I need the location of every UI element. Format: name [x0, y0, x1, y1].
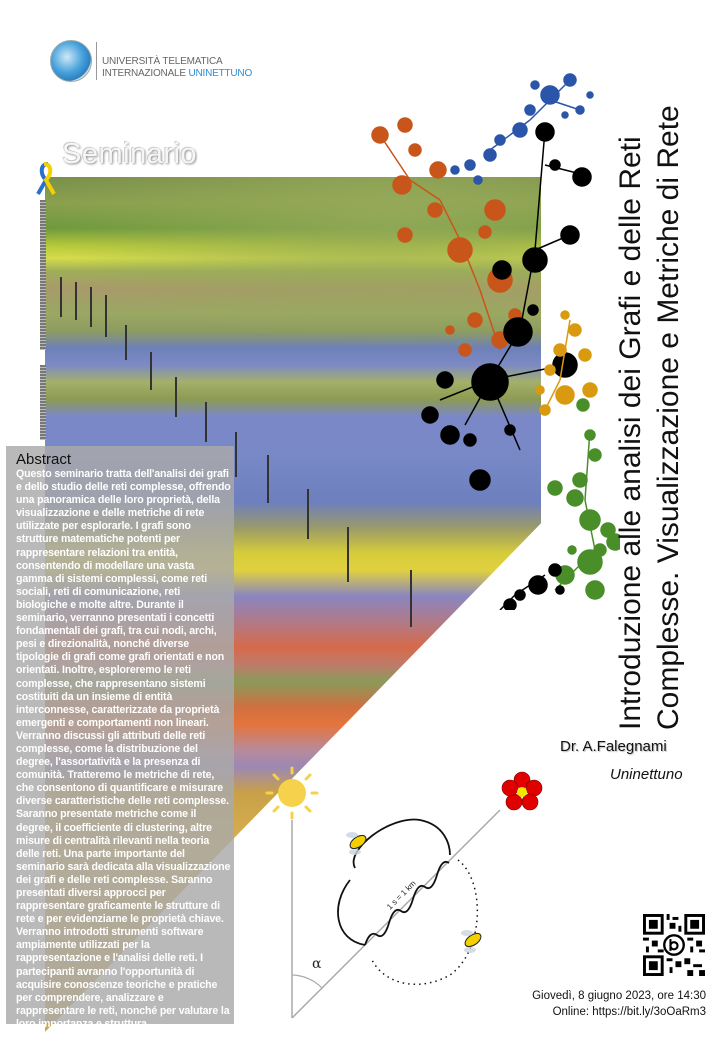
direction-line — [292, 810, 500, 1018]
seminar-title — [612, 40, 712, 730]
network-cluster-blue — [451, 74, 593, 184]
title-line-1: Introduzione alle analisi dei Grafi e delle Reti — [614, 136, 647, 730]
network-cluster-black — [422, 123, 591, 490]
abstract-panel — [6, 446, 234, 1030]
network-cluster-black-lower — [500, 564, 564, 610]
power-pole — [150, 352, 152, 390]
angle-label: α — [312, 956, 322, 972]
power-pole — [307, 489, 309, 539]
power-pole — [235, 432, 237, 477]
speaker-affiliation: Uninettuno — [610, 766, 683, 783]
logo-line-1: UNIVERSITÀ TELEMATICA — [102, 56, 223, 67]
power-pole — [125, 325, 127, 360]
flower-icon — [502, 772, 542, 810]
abstract-heading: Abstract — [16, 451, 72, 468]
angle-arc — [292, 975, 322, 988]
power-pole — [267, 455, 269, 503]
power-pole — [60, 277, 62, 317]
bee-icon — [461, 930, 483, 953]
power-pole — [75, 282, 77, 320]
power-pole — [205, 402, 207, 442]
network-graph-illustration — [350, 50, 620, 610]
event-date: Giovedì, 8 giugno 2023, ore 14:30 — [532, 990, 706, 1002]
university-logo — [50, 40, 253, 84]
abstract-body: Questo seminario tratta dell'analisi dei grafi e dello studio delle reti complesse, offrendo una panoramica delle loro proprietà, della visualizzazione e delle metriche di rete utilizzate per esplorarle. I grafi sono strutture matematiche potenti per rappresentare relazioni tra entità, consentendo di modellare una vasta gamma di sistemi complessi, come reti sociali, reti di comunicazione, reti biologiche e molte altre. Durante il seminario, verranno presentati i concetti fondamentali dei grafi, tra cui nodi, archi, pesi e direzionalità, nonché diverse tipologie di grafi come grafi orientati e non orientati. Inoltre, esploreremo le reti complesse, che rappresentano sistemi costituiti da un insieme di entità interconnesse, caratterizzate da proprietà emergenti e comportamenti non lineari. Verranno discussi gli attributi delle reti complesse, come la distribuzione del degree, l'assortatività e la presenza di comunità. Tratteremo le metriche di rete, che consentono di quantificare e misurare diverse caratteristiche delle reti complesse. Saranno presentate metriche come il degree, il coefficiente di clustering, altre misure di centralità rilevanti nella teoria delle reti. Una parte importante del seminario sarà dedicata alla visualizzazione dei grafi e delle reti complesse. Saranno presentati diversi approcci per rappresentare graficamente le strutture di rete e per evidenziarne le proprietà chiave. Verranno introdotti strumenti software ampiamente utilizzati per la rappresentazione e l'analisi delle reti. I partecipanti avranno l'opportunità di acquisire conoscenze teoriche e pratiche per comprendere, analizzare e rappresentare le reti, nonché per valutare la loro importanza e struttura. — [16, 468, 231, 1030]
network-cluster-orange — [372, 118, 521, 356]
sun-icon — [267, 768, 317, 818]
power-pole — [90, 287, 92, 327]
bee-dance-diagram — [260, 760, 560, 1030]
logo-divider — [96, 42, 97, 80]
globe-icon — [50, 40, 92, 82]
logo-line-2 — [102, 68, 252, 79]
dance-path-left — [338, 880, 365, 945]
dance-path-upper — [354, 820, 450, 868]
power-pole — [347, 527, 349, 582]
speaker-name: Dr. A.Falegnami — [560, 738, 667, 755]
waggle-scale-label: 1 s = 1 km — [385, 878, 418, 912]
logo-accent: UNINETTUNO — [188, 68, 253, 79]
photo-credit-1 — [40, 200, 46, 350]
seminar-label: Seminario — [62, 138, 198, 170]
logo-line-2-prefix: INTERNAZIONALE — [102, 68, 189, 79]
photo-credit-2 — [40, 365, 46, 440]
event-online-link[interactable]: Online: https://bit.ly/3oOaRm3 — [552, 1006, 706, 1018]
title-line-2: Complesse. Visualizzazione e Metriche di Rete — [652, 105, 685, 730]
ukraine-ribbon-icon — [34, 162, 58, 198]
bee-icon — [346, 832, 368, 855]
power-pole — [105, 295, 107, 337]
qr-code-icon[interactable] — [643, 914, 705, 976]
power-pole — [175, 377, 177, 417]
